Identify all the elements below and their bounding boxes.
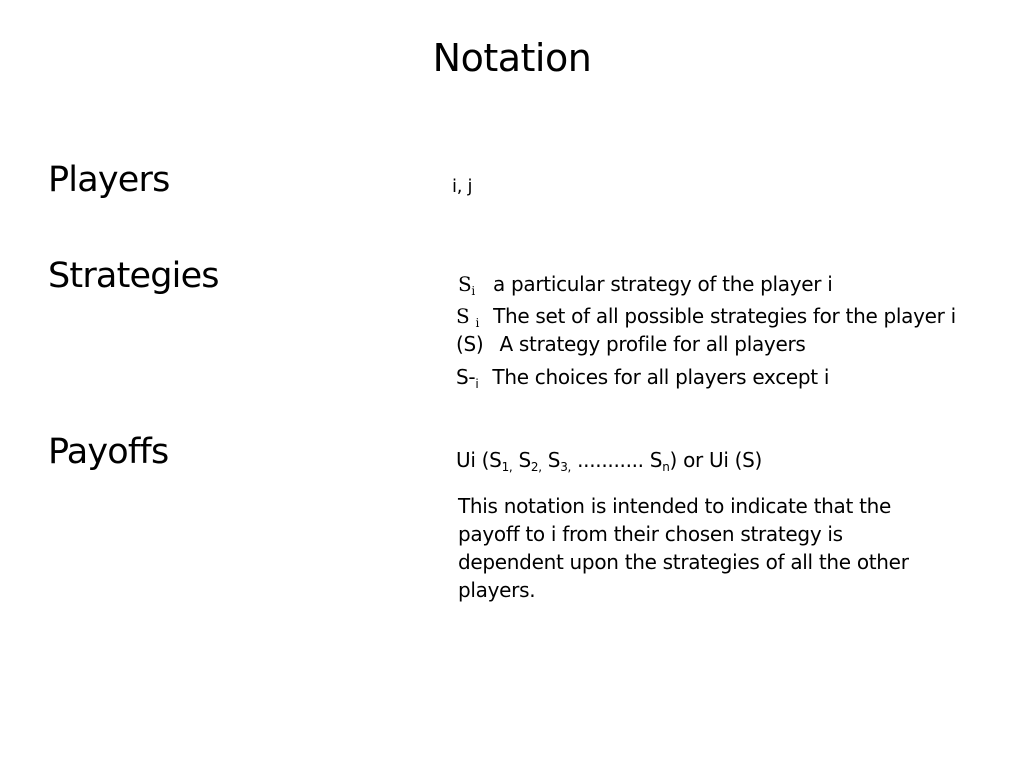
strategy-row xyxy=(456,365,829,389)
strategy-symbol: S $_i$ xyxy=(456,304,480,330)
players-heading: Players xyxy=(48,160,170,200)
payoff-formula: Ui ($S_{1,}$ $S_{2,}$ $S_{3,}$ ........... $S_n$) or Ui (S) xyxy=(456,448,763,474)
strategy-row xyxy=(456,304,956,328)
strategy-description: The set of all possible strategies for the player i xyxy=(493,304,956,328)
payoffs-heading: Payoffs xyxy=(48,432,169,472)
page-title: Notation xyxy=(432,36,592,80)
players-value: i, j xyxy=(452,176,473,197)
strategy-row xyxy=(458,272,833,296)
strategies-heading: Strategies xyxy=(48,256,219,296)
payoff-explanation: This notation is intended to indicate that the payoff to i from their chosen strategy is dependent upon the strategies of all the other players. xyxy=(458,494,909,602)
strategy-symbol: $S-_i$ xyxy=(456,365,479,391)
strategy-symbol: $S_i$ xyxy=(458,272,475,298)
strategy-row xyxy=(456,332,806,356)
strategy-description: A strategy profile for all players xyxy=(499,332,806,356)
strategy-description: The choices for all players except i xyxy=(492,365,830,389)
strategy-symbol: (S) xyxy=(456,332,484,356)
strategy-description: a particular strategy of the player i xyxy=(493,272,833,296)
